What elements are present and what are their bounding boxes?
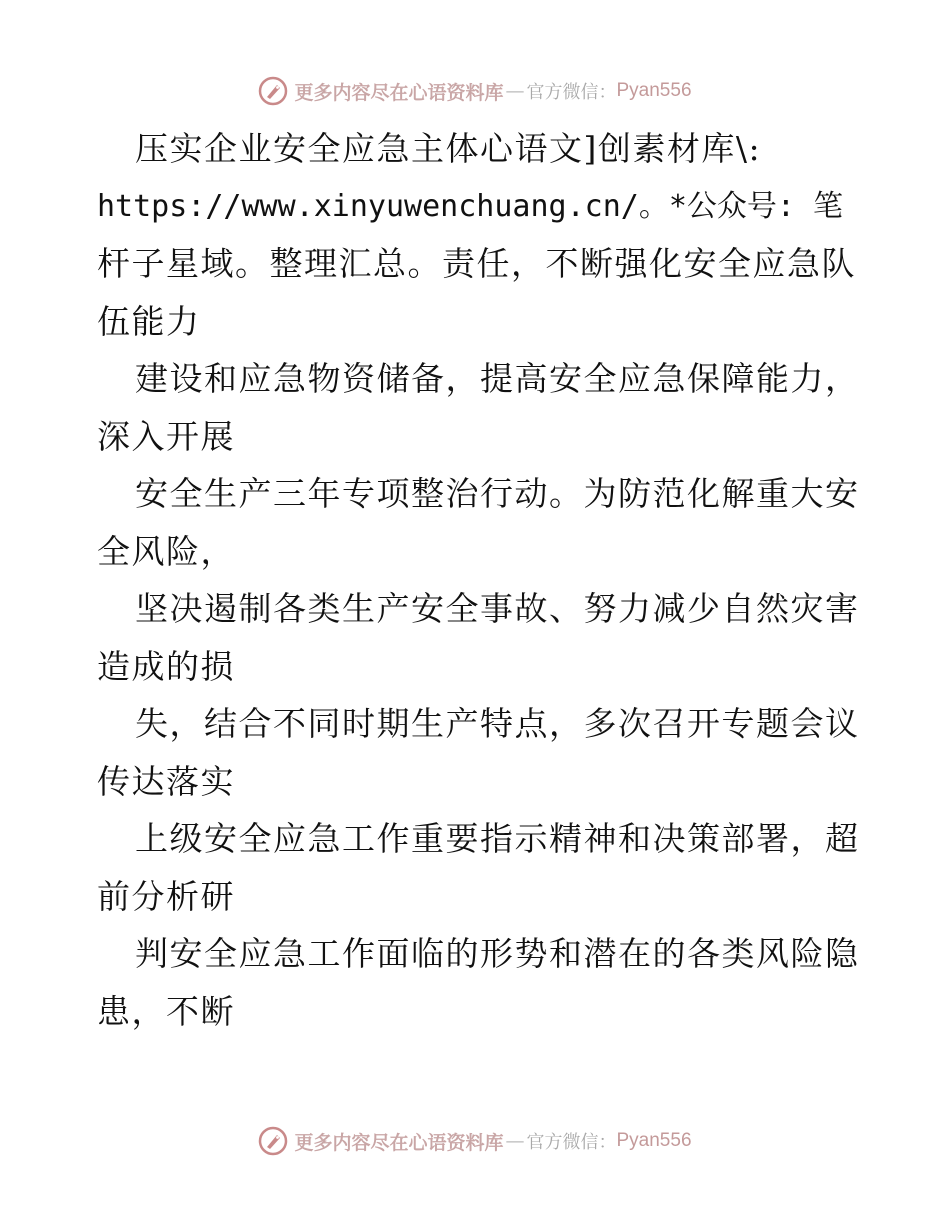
text-line: 失，结合不同时期生产特点，多次召开专题会议 [135, 704, 860, 743]
text-line: 上级安全应急工作重要指示精神和决策部署，超 [135, 819, 860, 858]
watermark-official-label: 官方微信： [526, 1132, 617, 1153]
text-line: https://www.xinyuwenchuang.cn/。*公众号: 笔 [97, 188, 844, 224]
text-line: 压实企业安全应急主体心语文]创素材库\: [135, 129, 762, 168]
watermark-brand: 更多内容尽在心语资料库 [294, 81, 504, 104]
footer-watermark [0, 1121, 950, 1161]
document-body [97, 120, 860, 1040]
text-line: 前分析研 [97, 876, 235, 916]
text-line: 建设和应急物资储备，提高安全应急保障能力， [135, 359, 860, 398]
text-line: 传达落实 [97, 761, 235, 801]
watermark-brand: 更多内容尽在心语资料库 [294, 1131, 504, 1154]
watermark-separator: — [505, 80, 525, 102]
pen-nib-logo-icon [258, 76, 288, 106]
text-line: 判安全应急工作面临的形势和潜在的各类风险隐 [135, 934, 860, 973]
pen-nib-logo-icon [258, 1126, 288, 1156]
text-line: 患，不断 [97, 991, 235, 1031]
text-line: 伍能力 [97, 301, 201, 341]
watermark-official-label: 官方微信： [526, 82, 617, 103]
text-line: 坚决遏制各类生产安全事故、努力减少自然灾害 [135, 589, 860, 628]
text-line: 深入开展 [97, 416, 235, 456]
text-line: 杆子星域。整理汇总。责任，不断强化安全应急队 [97, 244, 856, 283]
watermark-wechat-id: Pyan556 [616, 1130, 692, 1151]
text-line: 安全生产三年专项整治行动。为防范化解重大安 [135, 474, 860, 513]
watermark-wechat-id: Pyan556 [616, 80, 692, 101]
text-line: 全风险， [97, 531, 235, 571]
header-watermark [0, 71, 950, 111]
watermark-separator: — [505, 1130, 525, 1152]
text-line: 造成的损 [97, 646, 235, 686]
